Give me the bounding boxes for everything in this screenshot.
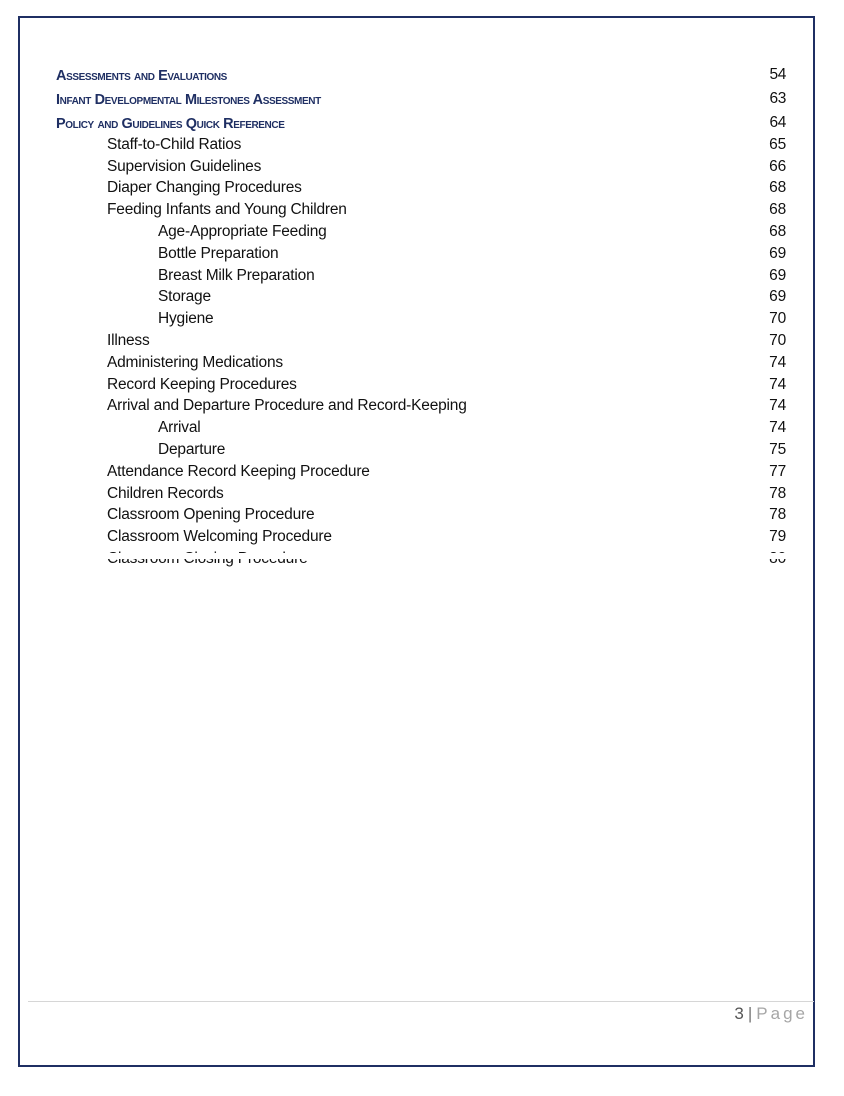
footer-separator: | <box>747 1004 753 1023</box>
toc-entry[interactable] <box>56 241 786 263</box>
toc-entry-label: Departure <box>158 440 226 458</box>
toc-entry[interactable] <box>56 197 786 219</box>
toc-entry-page: 54 <box>769 66 786 83</box>
toc-entry-page: 74 <box>769 419 786 437</box>
toc-entry[interactable] <box>56 372 786 394</box>
toc-entry-label: Staff-to-Child Ratios <box>107 135 242 153</box>
toc-entry-label: Breast Milk Preparation <box>158 266 315 284</box>
toc-entry-label: Classroom Welcoming Procedure <box>107 528 332 546</box>
toc-entry-label: Illness <box>107 331 150 349</box>
toc-entry[interactable] <box>56 350 786 372</box>
toc-entry[interactable] <box>56 503 786 525</box>
toc-heading-entry[interactable] <box>56 108 786 132</box>
toc-entry-label: Bottle Preparation <box>158 244 279 262</box>
toc-entry[interactable] <box>56 154 786 176</box>
toc-entry[interactable] <box>56 459 786 481</box>
toc-entry-label: Administering Medications <box>107 353 283 371</box>
toc-entry[interactable] <box>56 263 786 285</box>
toc-entry-label: Arrival <box>158 419 201 437</box>
toc-entry[interactable] <box>56 176 786 198</box>
toc-entry-label: Policy and Guidelines Quick Reference <box>56 116 285 132</box>
toc-entry-label: Age-Appropriate Feeding <box>158 222 327 240</box>
toc-entry-page: 78 <box>769 506 786 524</box>
table-of-contents <box>56 60 786 568</box>
toc-entry[interactable] <box>56 306 786 328</box>
toc-entry-page: 70 <box>769 331 786 349</box>
toc-entry-page: 64 <box>769 114 786 131</box>
toc-entry[interactable] <box>56 415 786 437</box>
toc-entry[interactable] <box>56 285 786 307</box>
toc-entry-page: 74 <box>769 353 786 371</box>
toc-entry-page: 66 <box>769 157 786 175</box>
toc-entry-label: Attendance Record Keeping Procedure <box>107 462 370 480</box>
page-label: Page <box>756 1004 808 1023</box>
toc-heading-entry[interactable] <box>56 60 786 84</box>
toc-entry-page: 70 <box>769 310 786 328</box>
toc-entry-label: Diaper Changing Procedures <box>107 179 302 197</box>
page-footer <box>734 1004 808 1024</box>
toc-entry-page: 74 <box>769 397 786 415</box>
toc-entry-label: Assessments and Evaluations <box>56 68 227 84</box>
toc-entry-label: Arrival and Departure Procedure and Record-Keeping <box>107 397 467 415</box>
page-number: 3 <box>734 1004 744 1023</box>
toc-entry-label: Children Records <box>107 484 224 502</box>
toc-entry[interactable] <box>56 132 786 154</box>
toc-entry-page: 78 <box>769 484 786 502</box>
page-cut-mask <box>56 553 786 559</box>
toc-entry-page: 77 <box>769 462 786 480</box>
toc-entry-label: Infant Developmental Milestones Assessment <box>56 92 321 108</box>
toc-entry[interactable] <box>56 481 786 503</box>
toc-entry-page: 65 <box>769 135 786 153</box>
toc-entry-page: 68 <box>769 222 786 240</box>
toc-entry-label: Hygiene <box>158 310 214 328</box>
toc-entry-page: 74 <box>769 375 786 393</box>
toc-heading-entry[interactable] <box>56 84 786 108</box>
toc-entry-label: Supervision Guidelines <box>107 157 262 175</box>
toc-entry[interactable] <box>56 524 786 546</box>
toc-entry-page: 69 <box>769 266 786 284</box>
toc-entry-page: 68 <box>769 179 786 197</box>
toc-entry-label: Classroom Opening Procedure <box>107 506 315 524</box>
toc-entry-page: 79 <box>769 528 786 546</box>
toc-entry-page: 68 <box>769 201 786 219</box>
toc-entry-page: 69 <box>769 244 786 262</box>
toc-entry[interactable] <box>56 328 786 350</box>
footer-rule <box>28 1001 814 1002</box>
toc-entry[interactable] <box>56 219 786 241</box>
toc-entry-page: 63 <box>769 90 786 107</box>
toc-entry-page: 75 <box>769 440 786 458</box>
toc-entry[interactable] <box>56 437 786 459</box>
toc-entry-page: 69 <box>769 288 786 306</box>
toc-entry[interactable] <box>56 394 786 416</box>
toc-entry-label: Feeding Infants and Young Children <box>107 201 347 219</box>
toc-entry-label: Record Keeping Procedures <box>107 375 297 393</box>
toc-entry-label: Storage <box>158 288 211 306</box>
